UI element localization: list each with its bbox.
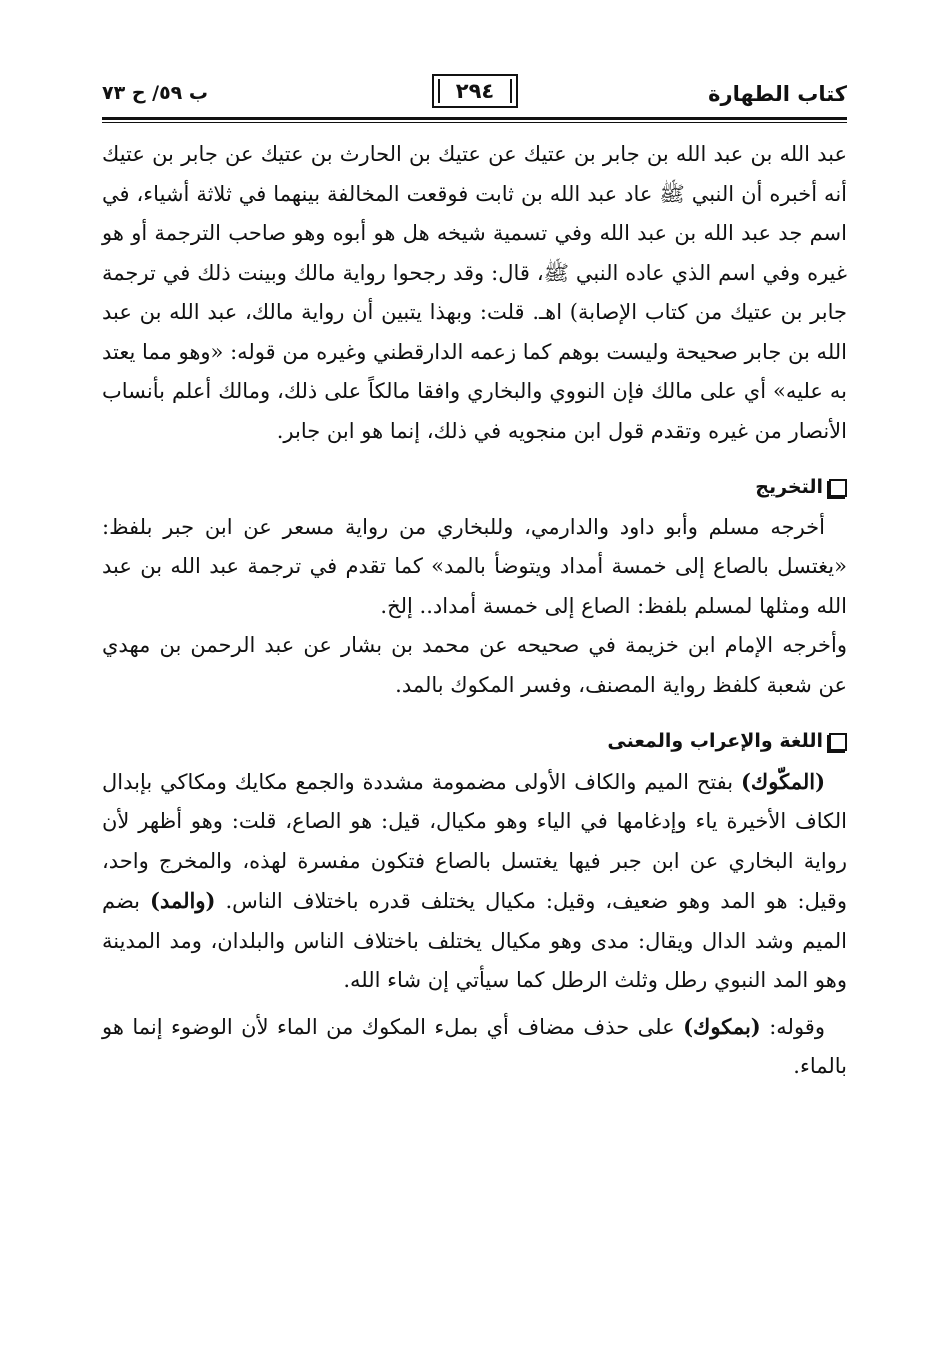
header-rule — [102, 117, 847, 120]
term-makkuk: (المكّوك) — [741, 768, 825, 794]
opening-paragraph: عبد الله بن عبد الله بن جابر بن عتيك عن عتيك بن الحارث بن عتيك عن جابر بن عتيك أنه أخبره أن النبي ﷺ عاد عبد الله بن ثابت فوقعت المخالفة بينهما في ثلاثة أشياء، في اسم جد عبد الله بن عبد الله وفي تسمية شيخه هل هو أبوه وهو صاحب الترجمة أو هو غيره وفي اسم الذي عاده النبي ﷺ، قال: وقد رجحوا رواية مالك وبينت ذلك في ترجمة جابر بن عتيك من كتاب الإصابة) اهـ. قلت: وبهذا يتبين أن رواية مالك، عبد الله بن عبد الله بن جابر صحيحة وليست بوهم كما زعمه الدارقطني وغيره من قوله: «وهو مما يعتد به عليه» أي على مالك فإن النووي والبخاري وافقا مالكاً على ذلك، ومالك أعلم بأنساب الأنصار من غيره وتقدم قول ابن منجويه في ذلك، إنما هو ابن جابر. — [102, 142, 847, 443]
term-makkuk-explanation: بفتح الميم والكاف الأولى مضمومة مشددة والجمع مكايك ومكاكي بإبدال الكاف الأخيرة ياء وإدغامها في الياء وهو مكيال، قيل: هو الصاع، قلت: وهو أظهر لأن رواية البخاري عن ابن جبر فيها يغتسل بالصاع فتكون مفسرة لهذه، والمخرج واحد، وقيل: هو المد وهو ضعيف، وقيل: مكيال يختلف قدره باختلاف الناس. — [102, 769, 847, 913]
lugha-paragraph-1 — [102, 762, 847, 1001]
quote-intro: وقوله: — [769, 1014, 825, 1039]
page-number: ٢٩٤ — [455, 79, 495, 103]
section-lugha-title: اللغة والإعراب والمعنى — [607, 730, 823, 752]
takhrij-paragraph-1: أخرجه مسلم وأبو داود والدارمي، وللبخاري من رواية مسعر عن ابن جبر بلفظ: «يغتسل بالصاع إلى خمسة أمداد ويتوضأ بالمد» كما تقدم في ترجمة عبد الله بن عبد الله ومثلها لمسلم بلفظ: الصاع إلى خمسة أمداد.. إلخ. — [102, 514, 847, 618]
page-header — [102, 72, 847, 116]
section-takhrij-heading — [102, 468, 847, 508]
section-takhrij-title: التخريج — [755, 476, 823, 498]
term-mudd-explanation: بضم الميم وشد الدال ويقال: مدى وهو مكيال يختلف باختلاف الناس والبلدان، ومد المدينة وهو المد النبوي رطل وثلث الرطل كما سيأتي إن شاء الله. — [102, 889, 847, 992]
takhrij-paragraph-2: وأخرجه الإمام ابن خزيمة في صحيحه عن محمد بن بشار عن عبد الرحمن بن مهدي عن شعبة كلفظ رواية المصنف، وفسر المكوك بالمد. — [102, 633, 847, 697]
square-bullet-icon — [829, 733, 847, 751]
lugha-paragraph-2 — [102, 1007, 847, 1087]
section-lugha-heading — [102, 722, 847, 762]
term-mudd: (والمد) — [150, 888, 216, 913]
header-rule-thin — [102, 122, 847, 123]
page-body — [102, 135, 847, 1087]
square-bullet-icon — [829, 479, 847, 497]
book-title: كتاب الطهارة — [708, 82, 847, 106]
term-bimakkuk: (بمكوك) — [683, 1013, 761, 1039]
term-bimakkuk-explanation: على حذف مضاف أي بملء المكوك من الماء لأن الوضوء إنما هو بالماء. — [102, 1014, 847, 1078]
page-number-frame — [432, 74, 518, 108]
chapter-reference: ب ٥٩/ ح ٧٣ — [102, 82, 208, 104]
